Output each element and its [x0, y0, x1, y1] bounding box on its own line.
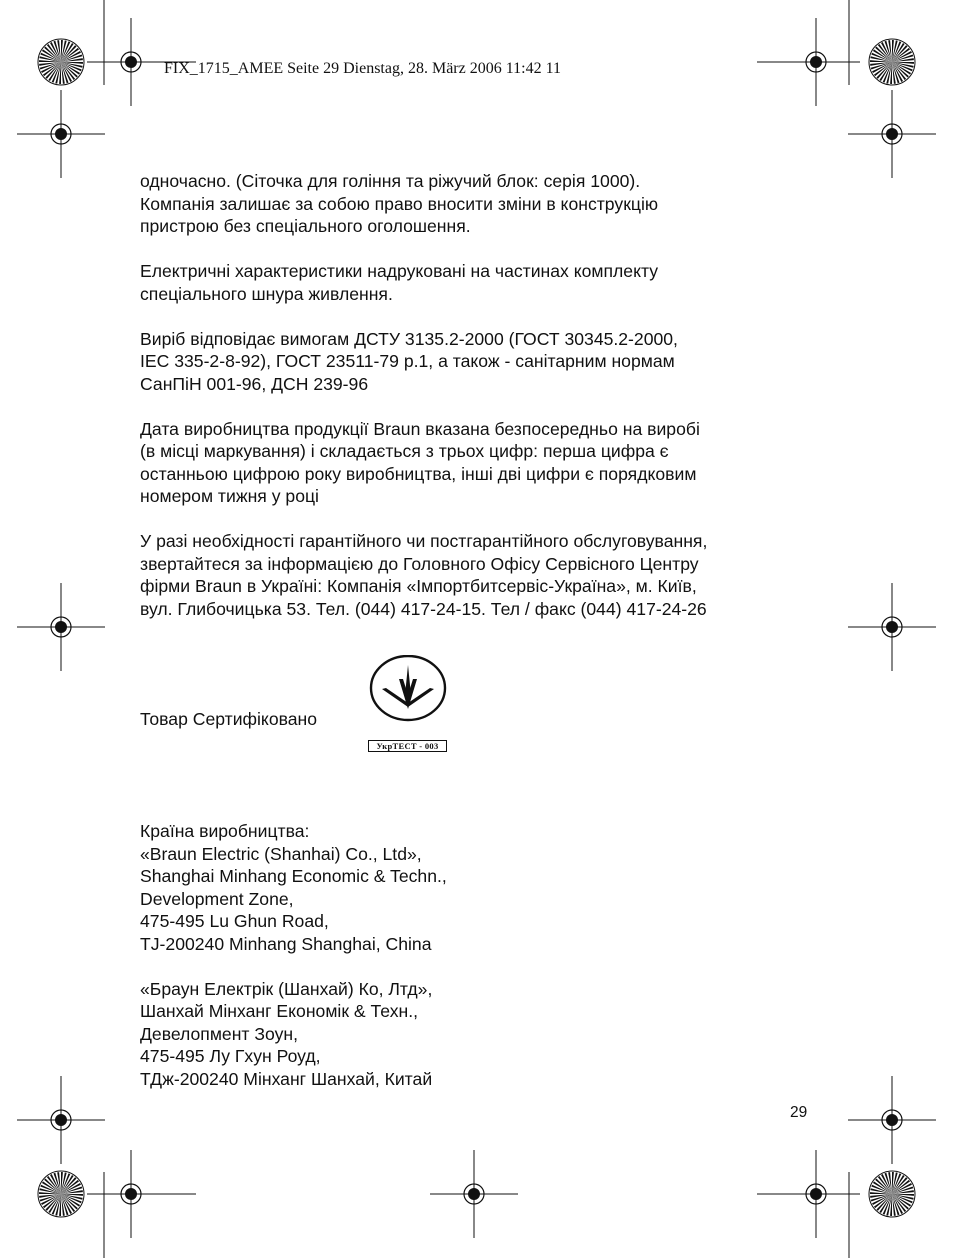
ukrtest-certification-mark-icon — [368, 655, 448, 735]
text-line: СанПіН 001-96, ДСН 239-96 — [140, 373, 369, 394]
text-line: Шанхай Мінханг Економік & Техн., — [140, 1001, 418, 1021]
text-line: ТДж-200240 Мінханг Шанхай, Китай — [140, 1068, 433, 1089]
text-line: останньою цифрою року виробництва, інші дві цифри є порядковим — [140, 463, 697, 484]
text-line: фірми Braun в Україні: Компанія «Імпортбитсервіс-Україна», м. Київ, — [140, 576, 697, 596]
text-line: Development Zone, — [140, 888, 294, 909]
registration-target-icon — [772, 1150, 860, 1238]
certification-label: Товар Сертифіковано — [140, 709, 318, 729]
registration-target-icon — [430, 1150, 518, 1238]
registration-target-icon — [17, 583, 105, 671]
print-header: FIX_1715_AMEE Seite 29 Dienstag, 28. März 2006 11:42 11 — [164, 60, 561, 77]
origin-block-latin — [140, 820, 740, 955]
text-line: 475-495 Лу Гхун Роуд, — [140, 1046, 321, 1066]
origin-block-cyrillic — [140, 978, 740, 1091]
body-text — [140, 170, 820, 643]
color-star-target-icon — [869, 1171, 915, 1217]
text-line: одночасно. (Сіточка для гоління та ріжучий блок: серія 1000). — [140, 171, 641, 191]
text-line: «Braun Electric (Shanhai) Co., Ltd», — [140, 843, 422, 864]
text-line: IEC 335-2-8-92), ГОСТ 23511-79 р.1, а також - санітарним нормам — [140, 351, 675, 371]
paragraph-standards — [140, 328, 820, 396]
certification-mark-caption: УкрТЕСТ - 003 — [368, 740, 447, 752]
paragraph-model-note — [140, 170, 820, 238]
color-star-target-icon — [38, 39, 84, 85]
text-line: У разі необхідності гарантійного чи постгарантійного обслуговування, — [140, 531, 708, 551]
page-number: 29 — [790, 1104, 808, 1121]
registration-target-icon — [87, 18, 175, 106]
color-star-target-icon — [38, 1171, 84, 1217]
text-line: Електричні характеристики надруковані на частинах комплекту — [140, 261, 659, 281]
registration-target-icon — [848, 583, 936, 671]
country-of-origin — [140, 820, 740, 1113]
color-star-target-icon — [869, 39, 915, 85]
registration-target-icon — [848, 90, 936, 178]
text-line: Компанія залишає за собою право вносити зміни в конструкцію — [140, 193, 659, 214]
text-line: (в місці маркування) і складається з трьох цифр: перша цифра є — [140, 441, 669, 461]
paragraph-production-date — [140, 418, 820, 508]
text-line: пристрою без спеціального оголошення. — [140, 216, 471, 236]
text-line: номером тижня у році — [140, 486, 319, 506]
paragraph-electrical — [140, 260, 820, 305]
text-line: звертайтеся за інформацією до Головного Офісу Сервісного Центру — [140, 553, 699, 574]
registration-target-icon — [87, 1150, 175, 1238]
text-line: 475-495 Lu Ghun Road, — [140, 911, 329, 931]
text-line: Девелопмент Зоун, — [140, 1023, 298, 1044]
text-line: Виріб відповідає вимогам ДСТУ 3135.2-2000 (ГОСТ 30345.2-2000, — [140, 328, 678, 349]
text-line: TJ-200240 Minhang Shanghai, China — [140, 933, 432, 954]
text-line: спеціального шнура живлення. — [140, 283, 393, 304]
text-line: Дата виробництва продукції Braun вказана безпосередньо на виробі — [140, 418, 700, 439]
text-line: Країна виробництва: — [140, 821, 310, 841]
registration-target-icon — [772, 18, 860, 106]
text-line: вул. Глибочицька 53. Тел. (044) 417-24-15. Тел / факс (044) 417-24-26 — [140, 598, 707, 619]
text-line: «Браун Електрік (Шанхай) Ко, Лтд», — [140, 978, 433, 999]
registration-target-icon — [17, 1076, 105, 1164]
registration-target-icon — [848, 1076, 936, 1164]
registration-target-icon — [17, 90, 105, 178]
text-line: Shanghai Minhang Economic & Techn., — [140, 866, 447, 886]
paragraph-service-contact — [140, 530, 820, 620]
